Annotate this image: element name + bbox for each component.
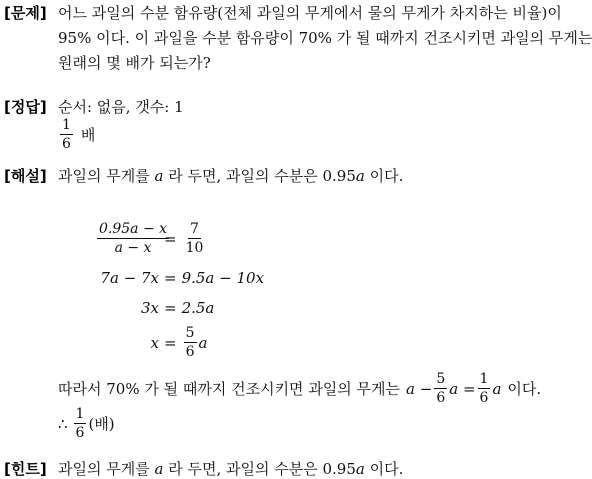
solution-intro-post: 이다.: [369, 167, 404, 185]
eq1-den: a − x: [114, 240, 152, 256]
hint-text-var: a: [154, 460, 164, 478]
eq4-rhs-den: 6: [185, 344, 195, 360]
conclusion-frac-2: [478, 372, 491, 405]
eq3-lhs: 3x: [140, 299, 159, 317]
solution-final: [58, 407, 115, 440]
conclusion-frac1-num: 5: [436, 371, 446, 387]
eq1-lhs-fraction: [97, 222, 169, 255]
eq1-equals: =: [164, 229, 177, 248]
conclusion-post: 이다.: [507, 380, 542, 398]
final-frac-num: 1: [75, 406, 85, 422]
answer-frac-den: 6: [62, 136, 71, 152]
eq4-equals: =: [164, 333, 177, 352]
solution-label: [해설]: [4, 167, 47, 185]
problem-label: [문제]: [4, 4, 47, 22]
conclusion-expr-a: a −: [406, 379, 433, 398]
final-fraction: [74, 407, 87, 440]
equation-3: [95, 299, 214, 317]
eq3-equals: =: [164, 299, 177, 317]
hint-label: [힌트]: [4, 460, 47, 478]
hint-text-var2: a: [355, 460, 365, 478]
eq4-lhs: x: [150, 333, 159, 352]
equation-2: [95, 269, 264, 287]
eq2-rhs: 9.5a − 10x: [181, 269, 265, 287]
eq1-rhs-den: 10: [185, 240, 204, 256]
answer-unit: 배: [80, 126, 96, 144]
problem-line-2: 95% 이다. 이 과일을 수분 함유량이 70% 가 될 때까지 건조시키면 과일의 무게는: [58, 29, 592, 47]
problem-line-3: 원래의 몇 배가 되는가?: [58, 54, 211, 72]
eq2-lhs: 7a − 7x: [100, 269, 159, 287]
answer-label: [정답]: [4, 98, 47, 116]
conclusion-frac2-den: 6: [479, 390, 489, 406]
solution-intro-var2: a: [355, 167, 365, 185]
solution-intro-pre: 과일의 무게를: [58, 167, 150, 185]
eq1-rhs-num: 7: [190, 221, 199, 237]
hint-text-post: 이다.: [369, 460, 404, 478]
eq4-rhs-num: 5: [185, 325, 195, 341]
equation-1: [95, 222, 207, 255]
eq1-num: 0.95a − x: [99, 221, 168, 237]
conclusion-expr-c: a: [492, 379, 502, 398]
solution-conclusion: [58, 372, 541, 405]
answer-meta: 순서: 없음, 갯수: 1: [58, 98, 184, 116]
final-frac-den: 6: [75, 425, 85, 441]
conclusion-frac1-den: 6: [436, 390, 446, 406]
eq2-equals: =: [164, 269, 177, 287]
eq3-rhs: 2.5a: [181, 299, 215, 317]
hint-text: [58, 458, 403, 479]
conclusion-pre: 따라서 70% 가 될 때까지 건조시키면 과일의 무게는: [58, 380, 401, 398]
solution-intro-var: a: [154, 167, 164, 185]
equation-4: [95, 326, 207, 359]
answer-frac-num: 1: [62, 117, 71, 133]
answer-fraction: [60, 118, 73, 151]
eq4-rhs-fraction: [184, 326, 197, 359]
conclusion-frac-1: [434, 372, 447, 405]
hint-text-pre: 과일의 무게를: [58, 460, 150, 478]
hint-text-mid: 라 두면, 과일의 수분은 0.95: [168, 460, 356, 478]
eq1-rhs-fraction: [184, 222, 206, 255]
solution-intro: [58, 165, 403, 186]
solution-intro-mid: 라 두면, 과일의 수분은 0.95: [168, 167, 356, 185]
eq4-rhs-var: a: [198, 333, 208, 352]
therefore-symbol: ∴: [58, 414, 68, 433]
conclusion-expr-b: a =: [449, 379, 476, 398]
answer-value: [58, 118, 95, 151]
final-unit: (배): [88, 415, 115, 433]
conclusion-frac2-num: 1: [479, 371, 489, 387]
problem-line-1: 어느 과일의 수분 함유량(전체 과일의 무게에서 물의 무게가 차지하는 비율)이: [58, 4, 562, 22]
